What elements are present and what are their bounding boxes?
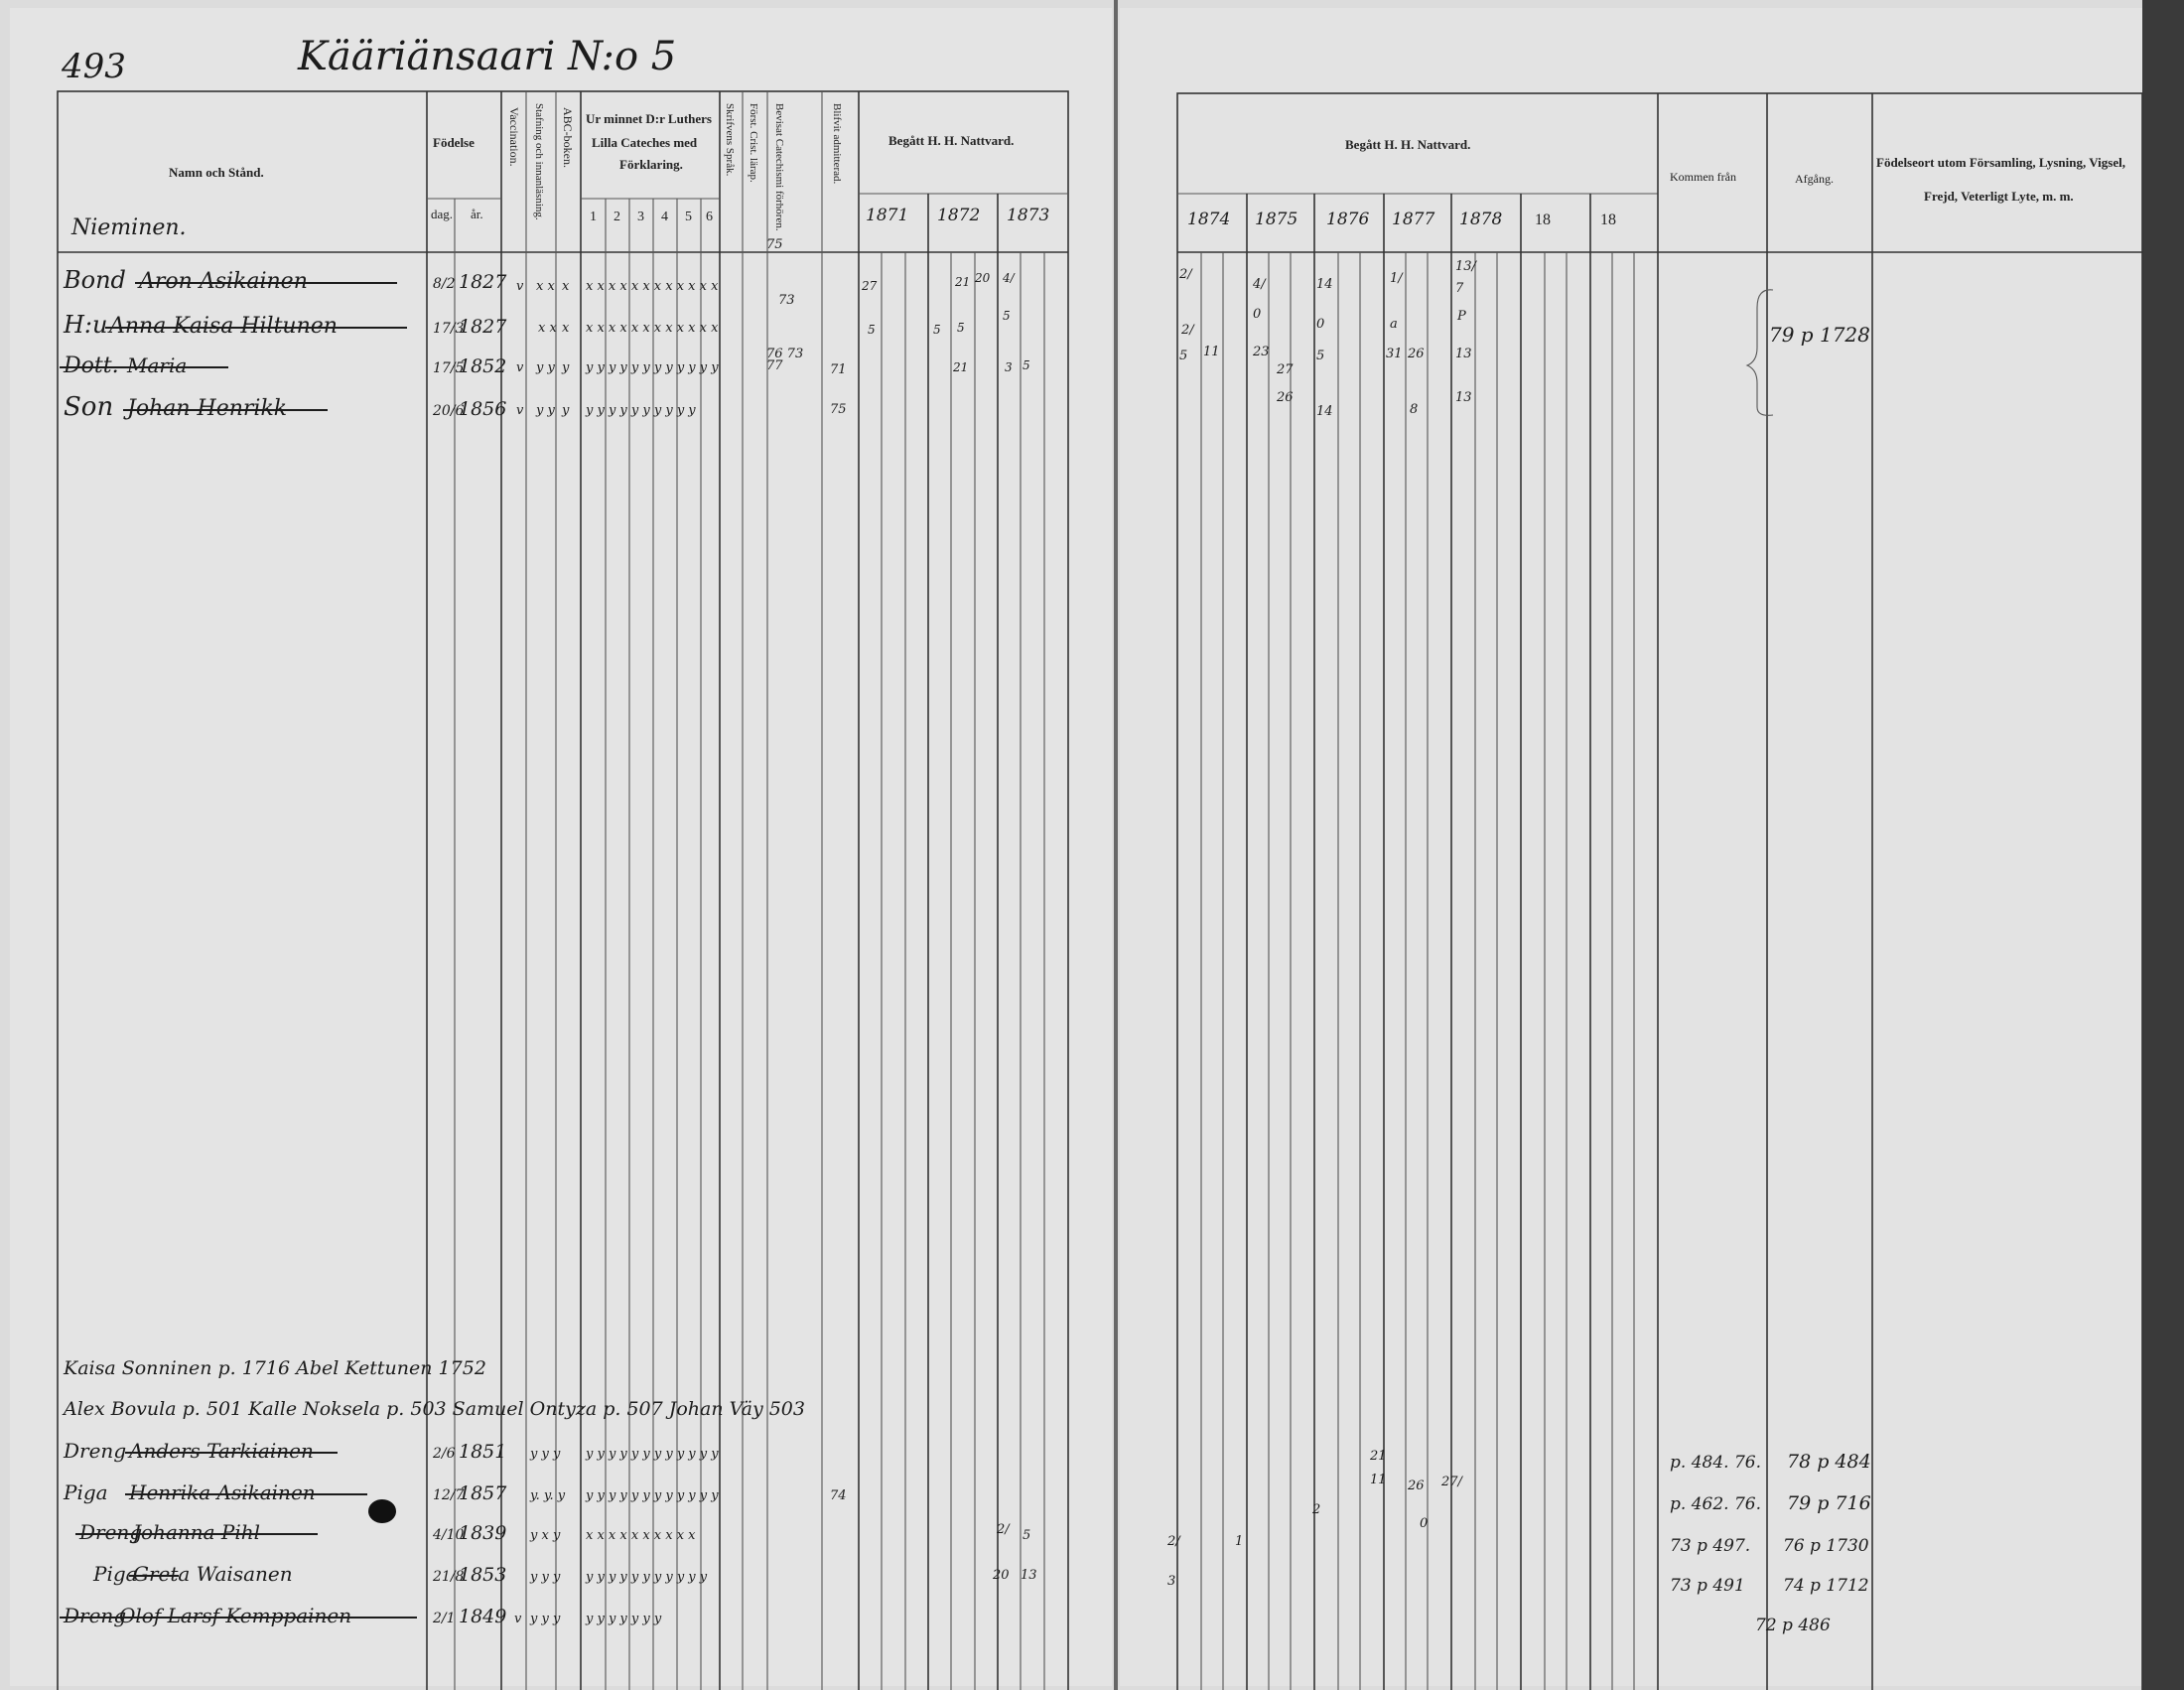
row-role: Son [64,392,114,422]
svg-text:8: 8 [1410,402,1419,417]
catechism-col-6: 6 [706,210,713,224]
svg-text:5: 5 [1316,349,1325,363]
svg-text:2/: 2/ [997,1522,1010,1537]
svg-text:7: 7 [1455,281,1464,296]
move-from: 73 p 497. [1670,1536,1751,1556]
svg-text:0: 0 [1420,1516,1429,1531]
col-christianity-header: Först. Crist. lärap. [748,103,759,183]
svg-text:1: 1 [1235,1534,1244,1549]
right-page [1120,8,2174,1686]
col-birth-year: år. [471,207,483,221]
svg-text:14: 14 [1316,404,1333,419]
row-name: Aron Asikainen [139,269,308,294]
svg-text:x x x x x x x x x x x x: x x x x x x x x x x x x [586,321,719,336]
svg-text:31: 31 [1386,347,1403,361]
page-number: 493 [62,47,126,86]
row-name: Anna Kaisa Hiltunen [109,314,338,339]
row-birth-year: 1827 [459,316,507,338]
year-1875: 1875 [1255,210,1298,229]
year-18-b: 18 [1600,211,1616,228]
row-role: Dott. [64,353,119,378]
svg-text:26: 26 [1408,347,1425,361]
svg-text:4/: 4/ [1003,271,1015,285]
svg-text:14: 14 [1316,277,1333,292]
row-birth-year: 1827 [459,271,507,293]
upper-departure-note: 79 p 1728 [1769,323,1870,347]
col-admitted-header: Blifvit admitterad. [831,103,843,185]
svg-text:y y: y y [536,403,555,418]
catechism-col-1: 1 [590,210,597,224]
svg-text:y y: y y [536,360,555,375]
row-birth-year: 1849 [459,1606,507,1627]
year-1878: 1878 [1459,210,1503,229]
svg-text:y: y [562,360,570,375]
col-birthplace-header-2: Frejd, Veterligt Lyte, m. m. [1924,189,2074,204]
row-birth-day: 17/5 [433,360,465,376]
svg-text:x x: x x [536,279,555,294]
col-writing-header: Skrifvens Språk. [724,103,736,177]
col-spelling-header: Stafning och innanläsning. [533,103,545,220]
catechism-col-5: 5 [685,210,692,224]
row-role: Dreng [64,1439,127,1463]
row-birth-day: 8/2 [433,276,456,292]
svg-text:3: 3 [1005,360,1013,374]
row-birth-year: 1851 [459,1441,507,1463]
svg-text:5: 5 [1179,349,1188,363]
svg-text:11: 11 [1203,345,1220,359]
row-birth-day: 21/8 [433,1569,465,1585]
svg-text:0: 0 [1253,307,1262,322]
svg-text:y. y. y: y. y. y [530,1488,566,1503]
svg-text:y y y y y y y y y y: y y y y y y y y y y [586,403,696,418]
move-to: 78 p 484 [1787,1451,1871,1473]
svg-text:13: 13 [1455,390,1472,405]
svg-text:13: 13 [1021,1568,1037,1583]
col-vaccination-header: Vaccination. [507,107,521,167]
row-role: Dreng [79,1520,143,1544]
svg-text:21: 21 [953,360,969,374]
svg-text:x: x [562,321,570,336]
svg-text:x x x x x x x x x x: x x x x x x x x x x [586,1528,696,1543]
row-name: Johanna Pihl [133,1520,261,1544]
col-catechism-header-2: Lilla Cateches med [592,135,698,150]
row-role: Bond [64,266,126,294]
svg-text:v: v [514,1612,522,1626]
svg-text:5: 5 [868,323,876,337]
row-birth-year: 1852 [459,355,507,377]
move-to: 76 p 1730 [1783,1536,1869,1556]
row-birth-day: 20/6 [433,403,465,419]
row-birth-day: 12/7 [433,1487,465,1503]
svg-text:x: x [562,279,570,294]
svg-text:y: y [562,403,570,418]
row-role: Piga [93,1562,138,1586]
move-from: p. 484. 76. [1670,1453,1761,1473]
col-abc-header: ABC-boken. [561,107,575,168]
col-birthplace-header-1: Födelseort utom Församling, Lysning, Vigsel, [1876,155,2125,170]
note-line-1: Kaisa Sonninen p. 1716 Abel Kettunen 1752 [64,1357,486,1379]
row-birth-year: 1857 [459,1482,507,1504]
svg-text:2/: 2/ [1181,323,1194,338]
svg-text:5: 5 [1003,309,1011,323]
row-birth-day: 4/10 [433,1527,465,1543]
row-name: Greta Waisanen [133,1562,293,1586]
svg-text:11: 11 [1370,1473,1387,1487]
svg-text:3: 3 [1167,1574,1176,1589]
svg-text:4/: 4/ [1253,277,1266,292]
col-birth-day: dag. [431,207,454,221]
svg-text:0: 0 [1316,317,1325,332]
svg-text:76 73: 76 73 [766,347,804,361]
col-catproof-header: Bevisat Catechismi förhören. [773,103,785,231]
svg-text:26: 26 [1277,390,1294,405]
year-1876: 1876 [1326,210,1370,229]
year-1871: 1871 [866,206,909,225]
col-catechism-header-3: Förklaring. [619,157,683,172]
svg-text:y y y y y y y y y y y y: y y y y y y y y y y y y [586,1488,719,1503]
svg-text:2: 2 [1312,1502,1321,1517]
svg-text:v: v [516,403,524,418]
row-name: Olof Larsf Kemppainen [119,1604,352,1627]
catechism-col-3: 3 [637,210,644,224]
svg-text:26: 26 [1408,1479,1425,1493]
svg-text:20: 20 [993,1568,1010,1583]
row-name: Henrika Asikainen [129,1480,316,1504]
year-1877: 1877 [1392,210,1435,229]
svg-text:71: 71 [830,362,847,377]
svg-text:5: 5 [933,323,941,337]
move-from: p. 462. 76. [1670,1494,1761,1514]
svg-text:21: 21 [955,275,971,289]
svg-text:v: v [516,360,524,375]
row-birth-day: 17/3 [433,321,465,337]
row-birth-year: 1853 [459,1564,507,1586]
village-title: Kääriänsaari N:o 5 [298,34,677,79]
svg-text:2/: 2/ [1179,267,1192,282]
svg-text:v: v [516,279,524,294]
row-birth-year: 1856 [459,398,507,420]
svg-text:x x x x x x x x x x x x: x x x x x x x x x x x x [586,279,719,294]
year-1873: 1873 [1007,206,1050,225]
svg-text:y y y y y y y y y y y y: y y y y y y y y y y y y [586,360,719,375]
col-birth-header: Födelse [433,135,475,150]
svg-text:27: 27 [1277,362,1294,377]
year-18-a: 18 [1535,211,1551,228]
col-communion-header-left: Begått H. H. Nattvard. [888,133,1015,148]
svg-text:y y y: y y y [530,1570,561,1585]
svg-text:y y y y y y y: y y y y y y y [586,1612,662,1626]
col-departed-header: Afgång. [1795,172,1834,186]
row-name: Maria [127,353,188,377]
year-1872: 1872 [937,206,981,225]
row-name: Anders Tarkiainen [129,1439,314,1463]
svg-text:13/: 13/ [1455,259,1476,274]
col-name-header: Namn och Stånd. [169,165,264,180]
left-page [10,8,1112,1686]
svg-text:5: 5 [1023,358,1030,372]
col-came-from-header: Kommen från [1670,170,1736,184]
svg-text:y y y: y y y [530,1612,561,1626]
svg-text:x x: x x [538,321,557,336]
svg-text:y y y: y y y [530,1447,561,1462]
svg-text:a: a [1390,317,1398,332]
move-to: 72 p 486 [1755,1616,1831,1635]
row-role: Dreng [64,1604,127,1627]
catechism-col-4: 4 [661,210,668,224]
svg-text:27: 27 [862,279,878,293]
note-line-2: Alex Bovula p. 501 Kalle Noksela p. 503 Samuel Ontyza p. 507 Johan Väy 503 [64,1398,805,1420]
move-to: 79 p 716 [1787,1492,1871,1514]
svg-text:20: 20 [975,271,991,285]
row-role: H:u [64,311,108,339]
svg-text:5: 5 [1023,1528,1031,1543]
svg-text:75: 75 [830,402,847,417]
svg-text:21: 21 [1370,1449,1387,1464]
ink-blot [368,1499,396,1523]
svg-text:P: P [1457,309,1466,324]
move-to: 74 p 1712 [1783,1576,1869,1596]
row-birth-day: 2/6 [433,1446,456,1462]
svg-text:74: 74 [830,1488,847,1503]
svg-text:27/: 27/ [1441,1475,1462,1489]
row-birth-year: 1839 [459,1522,507,1544]
svg-text:y x y: y x y [530,1528,561,1543]
row-birth-day: 2/1 [433,1611,456,1626]
row-role: Piga [64,1480,108,1504]
page-edge [2142,0,2184,1690]
svg-text:13: 13 [1455,347,1472,361]
svg-text:1/: 1/ [1390,271,1403,286]
move-from: 73 p 491 [1670,1576,1745,1596]
col-communion-header-right: Begått H. H. Nattvard. [1345,137,1471,152]
svg-text:5: 5 [957,321,965,335]
catechism-col-2: 2 [614,210,620,224]
svg-text:75: 75 [766,237,783,252]
year-1874: 1874 [1187,210,1231,229]
row-name: Johan Henrikk [127,396,288,421]
family-name: Nieminen. [71,215,187,240]
svg-text:y y y y y y y y y y y y: y y y y y y y y y y y y [586,1447,719,1462]
svg-text:2/: 2/ [1167,1534,1180,1549]
col-catechism-header-1: Ur minnet D:r Luthers [586,111,712,126]
svg-text:77: 77 [766,358,783,373]
svg-text:73: 73 [778,293,795,308]
svg-text:23: 23 [1253,345,1270,359]
svg-text:y y y y y y y y y y y: y y y y y y y y y y y [586,1570,708,1585]
